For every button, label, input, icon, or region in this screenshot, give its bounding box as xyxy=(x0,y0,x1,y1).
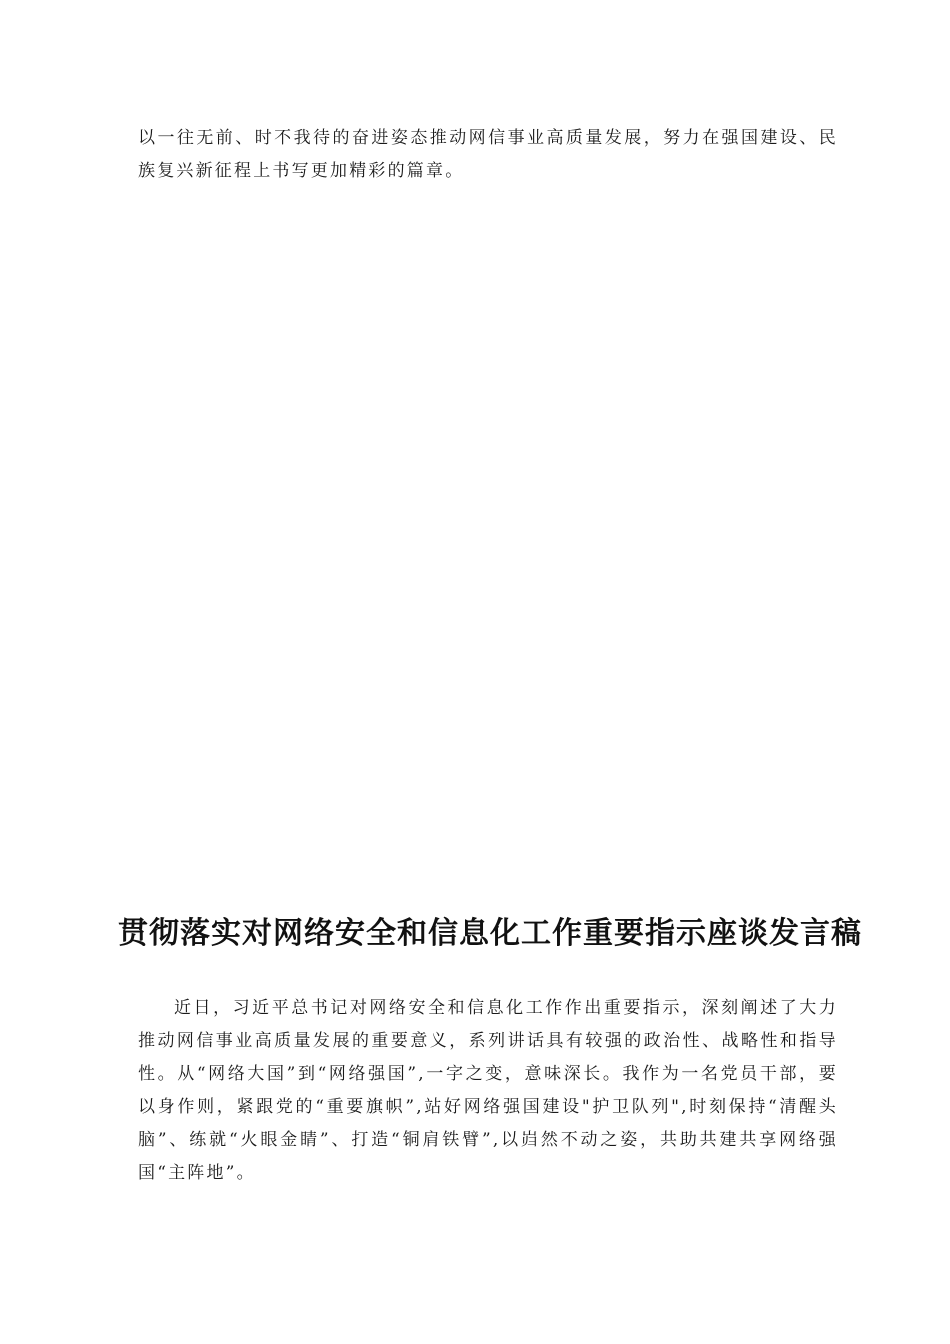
continuation-paragraph: 以一往无前、时不我待的奋进姿态推动网信事业高质量发展，努力在强国建设、民族复兴新征程上书写更加精彩的篇章。 xyxy=(138,128,838,181)
document-title: 贯彻落实对网络安全和信息化工作重要指示座谈发言稿 xyxy=(118,916,862,951)
body-paragraph: 近日，习近平总书记对网络安全和信息化工作作出重要指示，深刻阐述了大力推动网信事业高质量发展的重要意义，系列讲话具有较强的政治性、战略性和指导性。从“网络大国”到“网络强国”,一字之变，意味深长。我作为一名党员干部，要以身作则，紧跟党的“重要旗帜”,站好网络强国建设"护卫队列",时刻保持“清醒头脑”、练就“火眼金睛”、打造“铜肩铁臂”,以岿然不动之姿，共助共建共享网络强国“主阵地”。 xyxy=(138,998,838,1183)
